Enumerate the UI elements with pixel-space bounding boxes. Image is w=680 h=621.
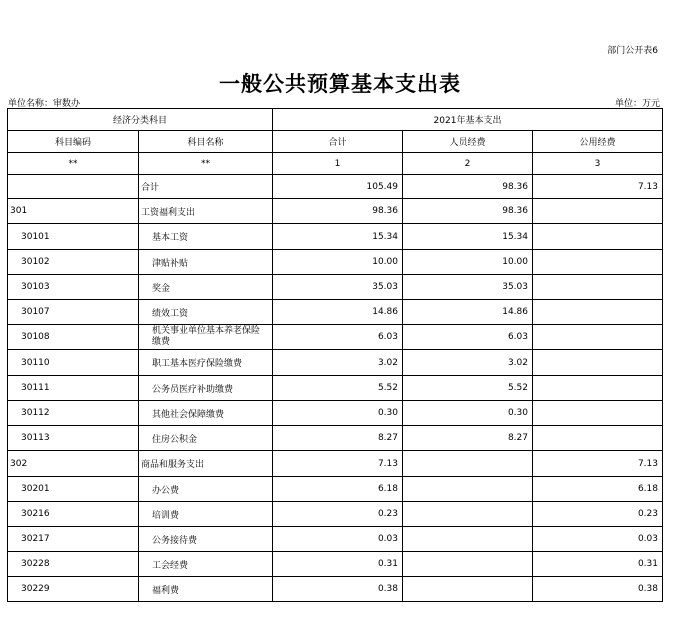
row-code: 30216 <box>8 502 139 527</box>
table-row <box>8 376 663 401</box>
header-code: 科目编码 <box>8 131 139 153</box>
row-code: 30201 <box>8 477 139 502</box>
row-public <box>533 199 663 224</box>
row-total: 0.30 <box>273 401 403 426</box>
index-name: ** <box>139 153 273 175</box>
row-code: 30228 <box>8 552 139 577</box>
row-name: 公务员医疗补助缴费 <box>139 376 273 401</box>
header-column-row <box>8 131 663 153</box>
row-name: 机关事业单位基本养老保险缴费 <box>139 325 273 350</box>
row-personnel: 3.02 <box>403 350 533 376</box>
index-code: ** <box>8 153 139 175</box>
row-public <box>533 250 663 275</box>
row-total: 10.00 <box>273 250 403 275</box>
row-public <box>533 275 663 300</box>
header-public: 公用经费 <box>533 131 663 153</box>
budget-table <box>7 108 663 602</box>
row-public: 0.31 <box>533 552 663 577</box>
row-total: 3.02 <box>273 350 403 376</box>
row-code: 30113 <box>8 426 139 451</box>
row-name: 其他社会保障缴费 <box>139 401 273 426</box>
row-code: 30110 <box>8 350 139 376</box>
row-code: 30112 <box>8 401 139 426</box>
row-code: 30217 <box>8 527 139 552</box>
index-personnel: 2 <box>403 153 533 175</box>
table-row <box>8 477 663 502</box>
row-code: 30101 <box>8 224 139 250</box>
row-name: 奖金 <box>139 275 273 300</box>
index-public: 3 <box>533 153 663 175</box>
row-total: 8.27 <box>273 426 403 451</box>
index-total: 1 <box>273 153 403 175</box>
header-total: 合计 <box>273 131 403 153</box>
row-total: 5.52 <box>273 376 403 401</box>
table-row <box>8 577 663 602</box>
row-name: 津贴补贴 <box>139 250 273 275</box>
row-total: 0.31 <box>273 552 403 577</box>
row-personnel: 35.03 <box>403 275 533 300</box>
row-public: 0.38 <box>533 577 663 602</box>
row-personnel <box>403 477 533 502</box>
row-name: 工会经费 <box>139 552 273 577</box>
table-row <box>8 502 663 527</box>
row-total: 0.38 <box>273 577 403 602</box>
row-personnel <box>403 577 533 602</box>
row-total: 6.18 <box>273 477 403 502</box>
row-code: 30108 <box>8 325 139 350</box>
row-public <box>533 224 663 250</box>
row-public: 0.03 <box>533 527 663 552</box>
row-public <box>533 376 663 401</box>
row-public <box>533 325 663 350</box>
row-personnel <box>403 502 533 527</box>
row-personnel: 0.30 <box>403 401 533 426</box>
row-name: 商品和服务支出 <box>139 451 273 477</box>
table-row <box>8 224 663 250</box>
row-personnel: 10.00 <box>403 250 533 275</box>
row-public <box>533 401 663 426</box>
table-row <box>8 350 663 376</box>
row-total: 0.23 <box>273 502 403 527</box>
form-number: 部门公开表6 <box>607 46 658 56</box>
row-name: 合计 <box>139 175 273 199</box>
table-row <box>8 325 663 350</box>
header-basic-expenditure: 2021年基本支出 <box>273 109 663 131</box>
table-row <box>8 451 663 477</box>
row-total: 0.03 <box>273 527 403 552</box>
unit-name: 单位名称：审数办 <box>8 99 81 109</box>
header-index-row <box>8 153 663 175</box>
row-code: 30103 <box>8 275 139 300</box>
row-total: 98.36 <box>273 199 403 224</box>
row-personnel: 14.86 <box>403 300 533 325</box>
row-name: 住房公积金 <box>139 426 273 451</box>
row-total: 7.13 <box>273 451 403 477</box>
row-name: 基本工资 <box>139 224 273 250</box>
row-public: 7.13 <box>533 451 663 477</box>
row-total: 35.03 <box>273 275 403 300</box>
header-personnel: 人员经费 <box>403 131 533 153</box>
row-code: 30102 <box>8 250 139 275</box>
row-total: 15.34 <box>273 224 403 250</box>
table-row <box>8 275 663 300</box>
header-econ-category: 经济分类科目 <box>8 109 273 131</box>
row-personnel <box>403 552 533 577</box>
table-row <box>8 175 663 199</box>
row-name: 福利费 <box>139 577 273 602</box>
row-code: 30111 <box>8 376 139 401</box>
row-name: 培训费 <box>139 502 273 527</box>
header-name: 科目名称 <box>139 131 273 153</box>
table-row <box>8 426 663 451</box>
row-name: 职工基本医疗保险缴费 <box>139 350 273 376</box>
row-code: 30107 <box>8 300 139 325</box>
row-personnel <box>403 527 533 552</box>
row-total: 105.49 <box>273 175 403 199</box>
row-public <box>533 350 663 376</box>
row-name: 绩效工资 <box>139 300 273 325</box>
table-row <box>8 250 663 275</box>
header-group-row <box>8 109 663 131</box>
row-total: 14.86 <box>273 300 403 325</box>
table-row <box>8 300 663 325</box>
table-row <box>8 552 663 577</box>
row-name: 办公费 <box>139 477 273 502</box>
table-row <box>8 401 663 426</box>
row-code: 302 <box>8 451 139 477</box>
row-public: 7.13 <box>533 175 663 199</box>
row-code <box>8 175 139 199</box>
row-code: 30229 <box>8 577 139 602</box>
table-row <box>8 527 663 552</box>
row-personnel: 98.36 <box>403 199 533 224</box>
row-code: 301 <box>8 199 139 224</box>
row-personnel: 6.03 <box>403 325 533 350</box>
row-personnel <box>403 451 533 477</box>
row-name: 工资福利支出 <box>139 199 273 224</box>
row-public <box>533 300 663 325</box>
row-name: 公务接待费 <box>139 527 273 552</box>
row-public <box>533 426 663 451</box>
row-personnel: 98.36 <box>403 175 533 199</box>
row-public: 0.23 <box>533 502 663 527</box>
row-personnel: 5.52 <box>403 376 533 401</box>
table-row <box>8 199 663 224</box>
row-personnel: 15.34 <box>403 224 533 250</box>
unit-label: 单位：万元 <box>614 99 660 109</box>
row-public: 6.18 <box>533 477 663 502</box>
row-total: 6.03 <box>273 325 403 350</box>
row-personnel: 8.27 <box>403 426 533 451</box>
page-title: 一般公共预算基本支出表 <box>219 71 461 96</box>
